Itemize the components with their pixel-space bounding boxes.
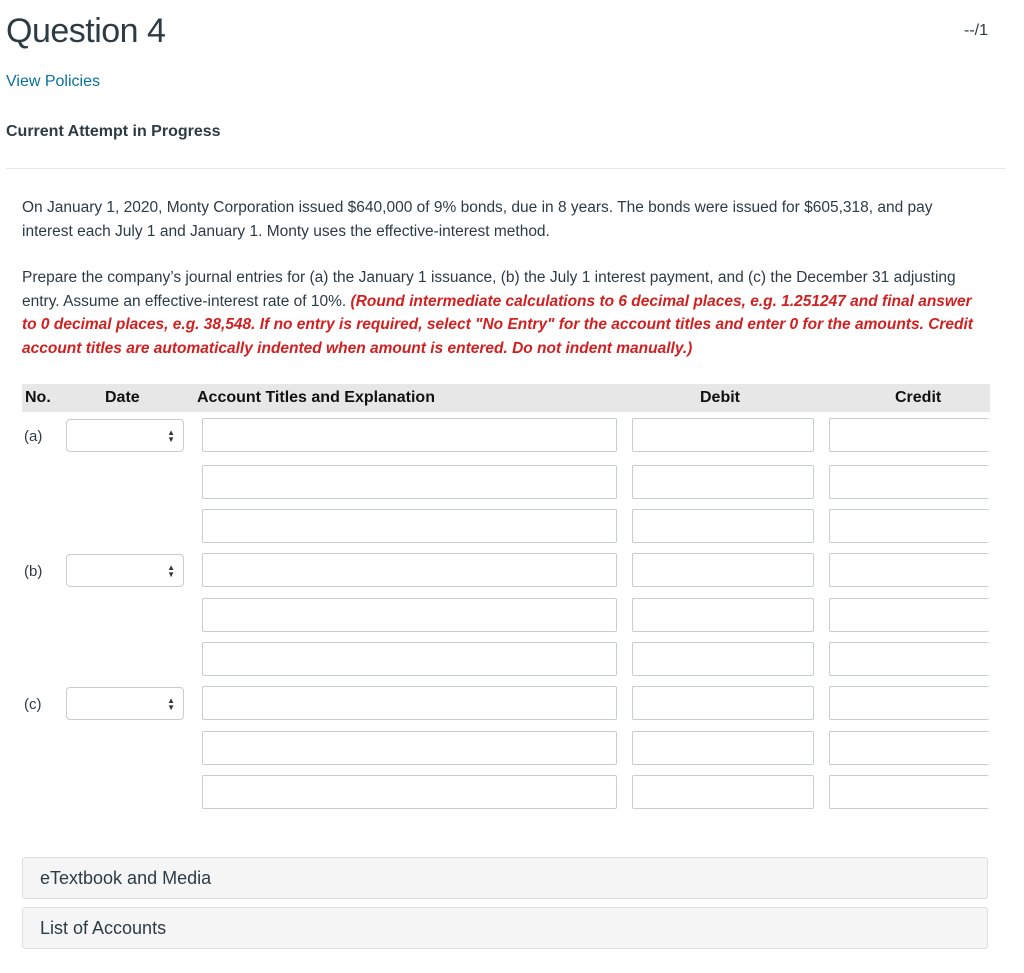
attempt-status: Current Attempt in Progress [6,123,221,140]
etextbook-panel[interactable] [22,857,988,899]
date-select-a[interactable] [66,419,184,452]
question-title: Question 4 [6,12,166,50]
journal-table-header [22,384,990,412]
date-select-c[interactable] [66,687,184,720]
credit-input-c-2[interactable] [829,731,989,765]
credit-input-a-1[interactable] [829,418,989,452]
rounding-instructions: (Round intermediate calculations to 6 decimal places, e.g. 1.251247 and final answer to 0 decimal places, e.g. 38,548. If no entry is required, select "No Entry" for the account titles and enter 0 for the amounts. Credit account titles are automatically indented when amount is entered. Do not indent manually.) [22,292,973,357]
etextbook-label: eTextbook and Media [40,868,212,888]
debit-input-c-2[interactable] [632,731,814,765]
account-input-a-2[interactable] [202,465,617,499]
debit-input-a-2[interactable] [632,465,814,499]
select-arrows-icon: ▲ ▼ [167,428,175,444]
debit-input-a-3[interactable] [632,509,814,543]
list-of-accounts-label: List of Accounts [40,918,167,938]
divider [6,168,1006,169]
debit-input-b-2[interactable] [632,598,814,632]
question-paragraph-1: On January 1, 2020, Monty Corporation issued $640,000 of 9% bonds, due in 8 years. The bonds were issued for $605,318, and pay interest each July 1 and January 1. Monty uses the effective-interest method. [22,199,933,240]
entry-label-b: (b) [24,563,43,580]
debit-input-a-1[interactable] [632,418,814,452]
account-input-c-1[interactable] [202,686,617,720]
account-input-b-3[interactable] [202,642,617,676]
debit-input-b-1[interactable] [632,553,814,587]
credit-input-a-2[interactable] [829,465,989,499]
entry-label-c: (c) [24,696,42,713]
select-arrows-icon: ▲ ▼ [167,696,175,712]
debit-input-b-3[interactable] [632,642,814,676]
account-input-b-2[interactable] [202,598,617,632]
list-of-accounts-panel[interactable] [22,907,988,949]
debit-input-c-3[interactable] [632,775,814,809]
header-debit: Debit [700,389,740,406]
score: --/1 [964,22,988,39]
select-arrows-icon: ▲ ▼ [167,563,175,579]
account-input-b-1[interactable] [202,553,617,587]
date-select-b[interactable] [66,554,184,587]
debit-input-c-1[interactable] [632,686,814,720]
credit-input-c-3[interactable] [829,775,989,809]
question-paragraph-2 [22,266,982,360]
entry-label-a: (a) [24,428,43,445]
header-date: Date [105,389,140,406]
account-input-a-1[interactable] [202,418,617,452]
account-input-a-3[interactable] [202,509,617,543]
view-policies-link[interactable]: View Policies [6,73,100,90]
credit-input-b-1[interactable] [829,553,989,587]
credit-input-b-3[interactable] [829,642,989,676]
credit-input-b-2[interactable] [829,598,989,632]
header-credit: Credit [895,389,942,406]
header-no: No. [25,389,51,406]
account-input-c-3[interactable] [202,775,617,809]
account-input-c-2[interactable] [202,731,617,765]
credit-input-c-1[interactable] [829,686,989,720]
question-text: Prepare the company’s journal entries for (a) the January 1 issuance, (b) the July 1 interest payment, and (c) the December 31 adjusting entry. Assume an effective-interest rate of 10%. [22,269,956,310]
header-account: Account Titles and Explanation [197,389,435,406]
credit-input-a-3[interactable] [829,509,989,543]
